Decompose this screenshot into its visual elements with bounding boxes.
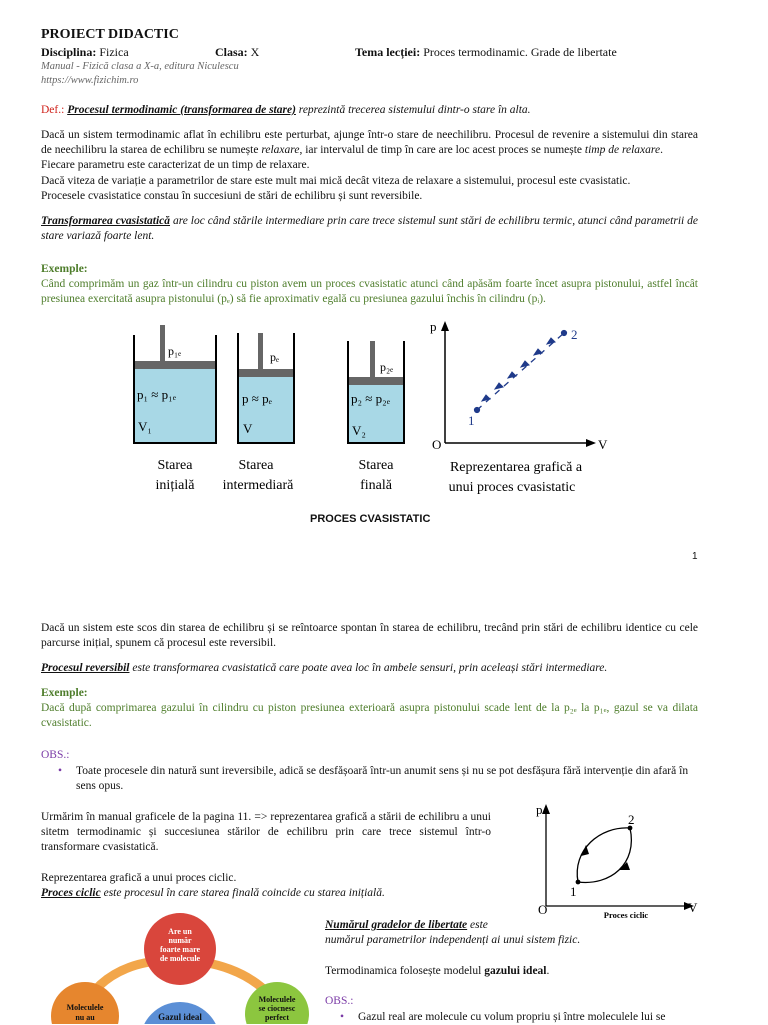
svg-text:Are un: Are un (168, 927, 192, 936)
cylinder-initial (134, 325, 216, 493)
svg-text:2: 2 (628, 812, 635, 827)
cylinder-final (348, 341, 404, 493)
figure-caption: PROCES CVASISTATIC (310, 513, 431, 525)
example-heading-2: Exemple: (41, 687, 88, 699)
svg-text:perfect: perfect (265, 1013, 289, 1022)
paragraph-grafice: Urmărim în manual graficele de la pagina 11. => reprezentarea grafică a stării de echilibru a unui sitetm termodinamic și succesiunea stărilor de echilibru prin care trece sistemul într-o transformare cvasistatică. (41, 811, 491, 854)
cylinder-intermediate (223, 333, 295, 493)
svg-text:p₂ ≈ p₂ₑ: p₂ ≈ p₂ₑ (351, 391, 391, 406)
graph-cvasistatic (430, 319, 608, 495)
obs-bullet-1: • Toate procesele din natură sunt ireversibile, adică se desfășoară într-un anumit sens și nu se pot desfășura fără intervenție din afară în sens opus. (58, 764, 698, 794)
obs-heading-2: OBS.: (325, 995, 354, 1007)
example-heading-1: Exemple: (41, 263, 88, 275)
definition-proces-ciclic: Proces ciclic este procesul în care starea finală coincide cu starea inițială. (41, 887, 385, 899)
page-number: 1 (692, 551, 698, 562)
paragraph-proces-ciclic: Reprezentarea grafică a unui proces ciclic. (41, 872, 237, 884)
svg-text:Gazul ideal: Gazul ideal (158, 1012, 202, 1022)
svg-text:Moleculele: Moleculele (258, 995, 296, 1004)
svg-text:V₁: V₁ (138, 419, 152, 434)
clasa: Clasa: X (215, 45, 260, 59)
svg-text:unui proces cvasistatic: unui proces cvasistatic (448, 480, 576, 495)
svg-text:p₁ ≈ p₁ₑ: p₁ ≈ p₁ₑ (137, 387, 177, 402)
paragraph-relaxare: Dacă un sistem termodinamic aflat în echilibru este perturbat, ajunge într-o stare de neechilibru. Procesul de revenire a sistemului din starea de neechilibru la starea de echilibru se numește relaxare, iar intervalul de timp în care are loc acest proces se numește timp de relaxare. Fiecare parametru este caracterizat de un timp de relaxare. Dacă viteza de variație a parametrilor de stare este mult mai mică decât viteza de relaxare a sistemului, procesul este cvasistatic. Procesele cvasistatice constau în succesiuni de stări de echilibru și sunt reversibile. (41, 129, 698, 202)
svg-text:se ciocnesc: se ciocnesc (258, 1004, 296, 1013)
svg-text:1: 1 (570, 884, 577, 899)
svg-text:p₁ₑ: p₁ₑ (168, 344, 182, 358)
obs-bullet-2: • Gazul real are molecule cu volum propriu și între moleculele lui se (340, 1010, 698, 1025)
svg-text:Starea: Starea (358, 458, 394, 473)
definition-proces-termodinamic: Def.: Procesul termodinamic (transformarea de stare) reprezintă trecerea sistemului dintr-o stare în alta. (41, 104, 531, 116)
svg-text:Starea: Starea (157, 458, 193, 473)
svg-text:p: p (430, 319, 437, 334)
definition-grade-libertate: Numărul gradelor de libertate este numărul parametrilor independenți ai unui sistem fizic. (325, 919, 581, 947)
svg-text:V₂: V₂ (352, 423, 366, 438)
svg-text:p: p (536, 802, 543, 817)
svg-text:O: O (432, 437, 442, 452)
svg-text:p ≈ pₑ: p ≈ pₑ (242, 391, 272, 406)
source-url[interactable]: https://www.fizichim.ro (41, 75, 139, 86)
paragraph-reversibil: Dacă un sistem este scos din starea de echilibru și se reîntoarce spontan în starea de echilibru, trecând prin stări de echilibru identice cu cele parcurse inițial, spunem că procesul este reversibil. (41, 622, 698, 650)
svg-text:V: V (688, 900, 698, 915)
definition-transformare-cvasistatica: Transformarea cvasistatică are loc când stările intermediare prin care trece sistemul sunt stări de echilibru termic, atunci când parametrii de stare variază foarte lent. (41, 215, 698, 243)
disciplina: Disciplina: Fizica (41, 45, 129, 59)
svg-text:inițială: inițială (155, 478, 195, 493)
svg-text:pₑ: pₑ (270, 350, 280, 364)
svg-text:1: 1 (468, 413, 475, 428)
svg-text:Reprezentarea grafică a: Reprezentarea grafică a (449, 460, 583, 475)
svg-text:Moleculele: Moleculele (66, 1003, 104, 1012)
manual-source: Manual - Fizică clasa a X-a, editura Niculescu (41, 61, 239, 72)
svg-text:V: V (243, 421, 253, 436)
diagram-gaz-ideal (45, 912, 315, 1024)
figure-proces-cvasistatic (120, 313, 630, 503)
svg-text:de molecule: de molecule (159, 954, 201, 963)
svg-text:2: 2 (571, 327, 578, 342)
svg-text:p₂ₑ: p₂ₑ (380, 360, 394, 374)
svg-text:intermediară: intermediară (222, 478, 294, 493)
svg-text:foarte mare: foarte mare (159, 945, 201, 954)
example-text-1: Când comprimăm un gaz într-un cilindru cu piston avem un proces cvasistatic atunci când apăsăm foarte încet asupra pistonului, astfel încât presiunea exercitată asupra pistonului (pₑ) să fie aproximativ egală cu presiunea gazului închis în cilindru (pᵢ). (41, 278, 698, 306)
figure-proces-ciclic (530, 798, 710, 922)
svg-text:Proces ciclic: Proces ciclic (603, 910, 649, 920)
definition-proces-reversibil: Procesul reversibil este transformarea cvasistatică care poate avea loc în ambele sensuri, prin aceleași stări intermediare. (41, 662, 608, 674)
paragraph-gaz-ideal: Termodinamica folosește modelul gazului ideal. (325, 965, 550, 977)
svg-text:V: V (598, 437, 608, 452)
svg-text:număr: număr (168, 936, 192, 945)
svg-text:nu au: nu au (75, 1013, 95, 1022)
tema: Tema lecției: Proces termodinamic. Grade de libertate (355, 45, 617, 59)
svg-text:O: O (538, 902, 548, 917)
example-text-2: Dacă după comprimarea gazului în cilindru cu piston presiunea exterioară asupra pistonului scade lent de la p₂ₑ la p₁ₑ, gazul se va dilata cvasistatic. (41, 702, 698, 730)
obs-heading-1: OBS.: (41, 749, 70, 761)
page-title: PROIECT DIDACTIC (41, 27, 179, 42)
svg-text:Starea: Starea (238, 458, 274, 473)
svg-text:finală: finală (360, 478, 392, 493)
